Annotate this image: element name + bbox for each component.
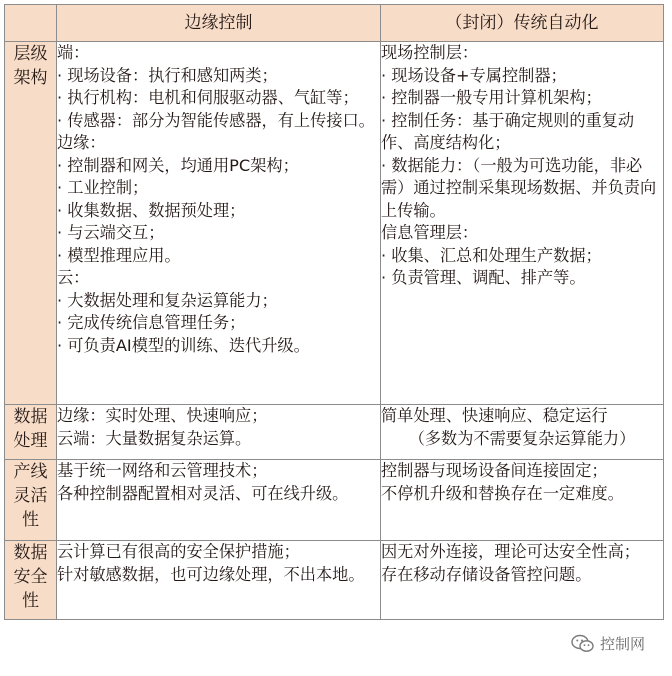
row-category: 产线 灵活 性	[5, 460, 57, 541]
header-traditional-automation: （封闭）传统自动化	[381, 5, 664, 42]
traditional-cell: 控制器与现场设备间连接固定； 不停机升级和替换存在一定难度。	[381, 460, 664, 541]
table-row-line-flexibility	[5, 460, 664, 541]
row-category: 数据 安全 性	[5, 541, 57, 620]
edge-cell: 云计算已有很高的安全保护措施； 针对敏感数据，也可边缘处理，不出本地。	[57, 541, 381, 620]
header-corner	[5, 5, 57, 42]
traditional-cell: 现场控制层： · 现场设备+专属控制器； · 控制器一般专用计算机架构； · 控制任务：基于确定规则的重复动作、高度结构化； · 数据能力：（一般为可选功能，非必需）通过控制采集现场数据、并负责向上传输。 信息管理层： · 收集、汇总和处理生产数据； · 负责管理、调配、排产等。	[381, 42, 664, 405]
traditional-cell: 因无对外连接，理论可达安全性高； 存在移动存储设备管控问题。	[381, 541, 664, 620]
row-category: 层级 架构	[5, 42, 57, 405]
header-row	[5, 5, 664, 42]
table-row-data-processing	[5, 405, 664, 460]
watermark-text: 控制网	[600, 635, 646, 653]
table-row-architecture	[5, 42, 664, 405]
wechat-icon	[571, 634, 595, 654]
watermark	[571, 633, 645, 654]
edge-cell: 基于统一网络和云管理技术； 各种控制器配置相对灵活、可在线升级。	[57, 460, 381, 541]
edge-cell: 边缘：实时处理、快速响应； 云端：大量数据复杂运算。	[57, 405, 381, 460]
header-edge-control: 边缘控制	[57, 5, 381, 42]
comparison-table	[4, 4, 664, 620]
traditional-cell: 简单处理、快速响应、稳定运行 （多数为不需要复杂运算能力）	[381, 405, 664, 460]
table-row-data-security	[5, 541, 664, 620]
edge-cell: 端： · 现场设备：执行和感知两类； · 执行机构：电机和伺服驱动器、气缸等； · 传感器：部分为智能传感器，有上传接口。 边缘： · 控制器和网关，均通用PC架构； · 工业控制； · 收集数据、数据预处理； · 与云端交互； · 模型推理应用。 云： · 大数据处理和复杂运算能力； · 完成传统信息管理任务； · 可负责AI模型的训练、迭代升级。	[57, 42, 381, 405]
row-category: 数据 处理	[5, 405, 57, 460]
